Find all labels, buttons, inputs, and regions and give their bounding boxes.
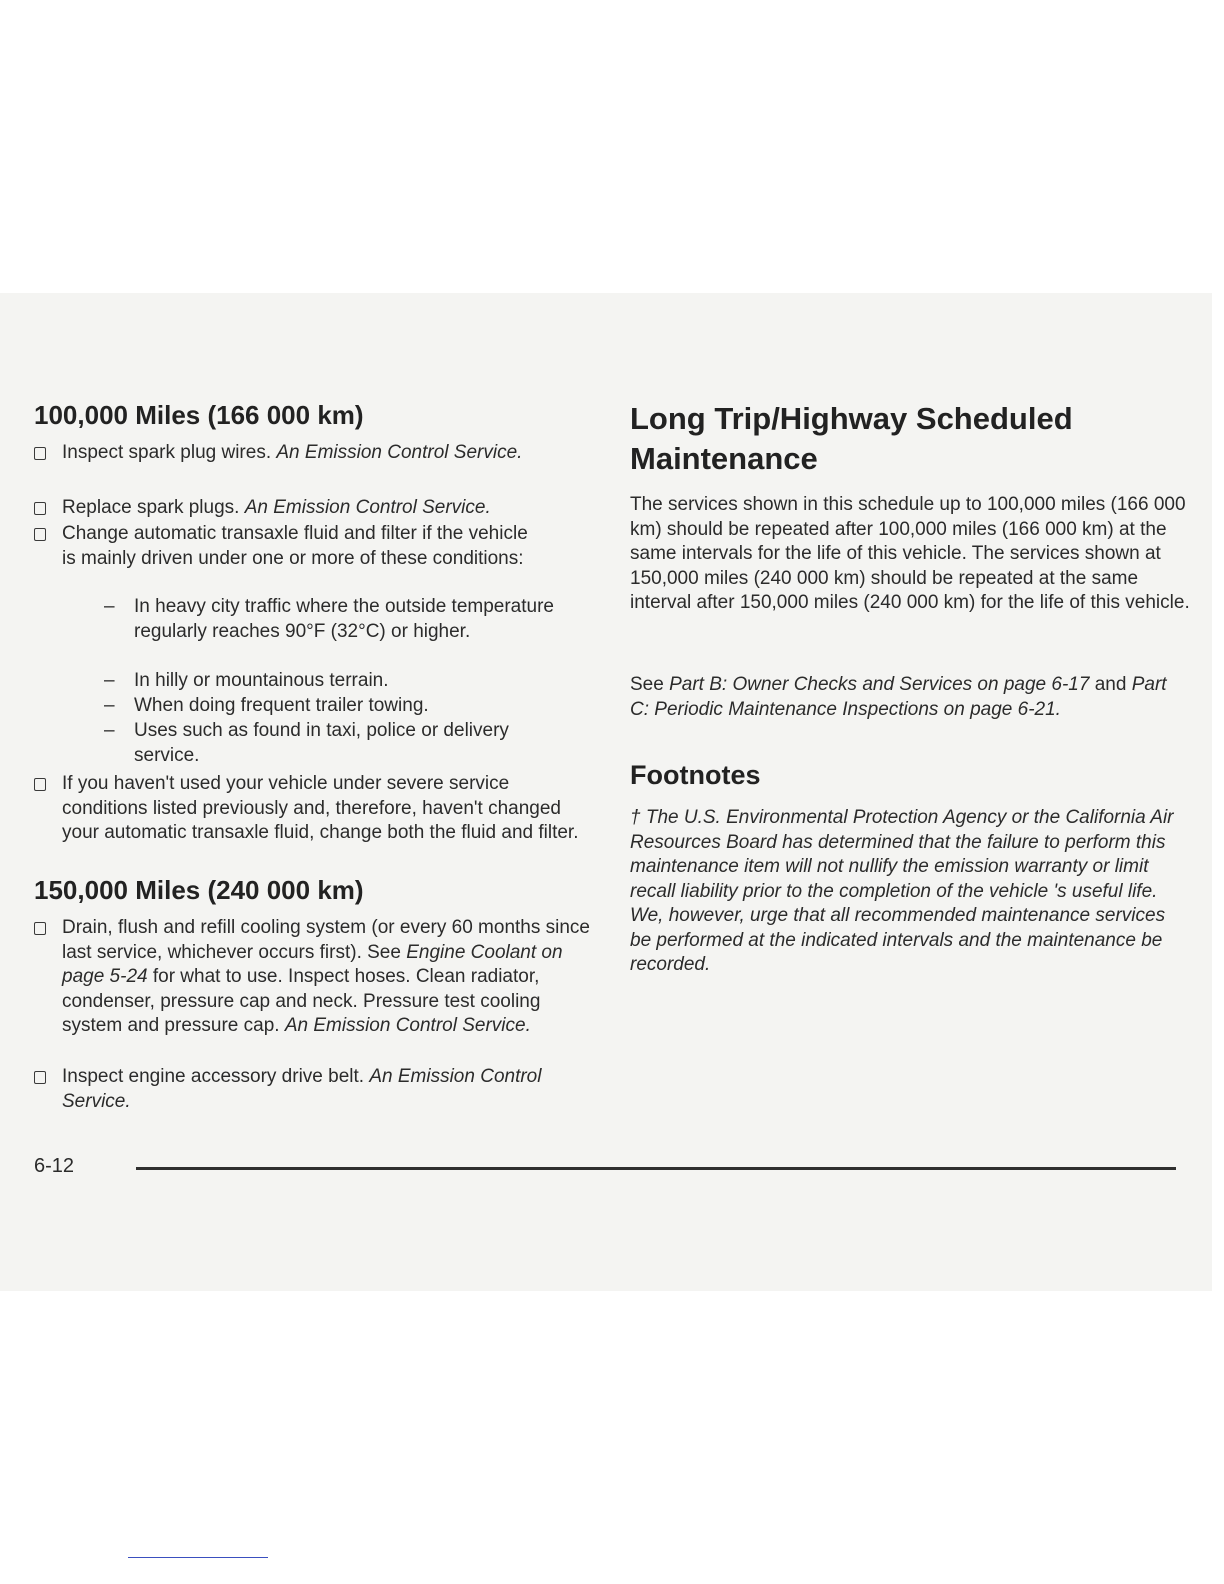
checkbox-icon bbox=[34, 922, 46, 935]
footnotes-heading: Footnotes bbox=[630, 760, 761, 790]
checkbox-icon bbox=[34, 778, 46, 791]
bottom-link-underline bbox=[128, 1557, 268, 1558]
section-heading-100000: 100,000 Miles (166 000 km) bbox=[34, 400, 364, 430]
checklist-item: If you haven't used your vehicle under severe service conditions listed previously and, therefore, haven't changed your automatic transaxle fluid, change both the fluid and filter. bbox=[34, 772, 594, 846]
checklist-item: Inspect spark plug wires. An Emission Control Service. bbox=[34, 441, 594, 466]
long-trip-heading: Long Trip/Highway Scheduled Maintenance bbox=[630, 401, 1073, 476]
condition-item: – In heavy city traffic where the outside temperature regularly reaches 90°F (32°C) or higher. bbox=[104, 596, 554, 642]
checkbox-icon bbox=[34, 528, 46, 541]
manual-page bbox=[0, 293, 1212, 1291]
checklist-item: Inspect engine accessory drive belt. An Emission Control Service. bbox=[34, 1065, 594, 1114]
see-references: See Part B: Owner Checks and Services on page 6-17 and Part C: Periodic Maintenance Inspections on page 6-21. bbox=[630, 674, 1167, 720]
condition-item: – When doing frequent trailer towing. bbox=[104, 695, 429, 716]
checkbox-icon bbox=[34, 447, 46, 460]
condition-item: – Uses such as found in taxi, police or delivery service. bbox=[104, 720, 509, 766]
footer-rule bbox=[136, 1167, 1176, 1170]
page-number: 6-12 bbox=[34, 1155, 75, 1177]
checklist-item: Change automatic transaxle fluid and filter if the vehicle is mainly driven under one or more of these conditions: bbox=[34, 522, 594, 571]
checklist-item: Drain, flush and refill cooling system (or every 60 months since last service, whichever occurs first). See Engine Coolant on page 5-24 for what to use. Inspect hoses. Clean radiator, condenser, pressure cap and neck. Pressure test cooling system and pressure cap. An Emission Control Service. bbox=[34, 916, 594, 1039]
checkbox-icon bbox=[34, 502, 46, 515]
schedule-paragraph: The services shown in this schedule up to 100,000 miles (166 000 km) should be repeated after 100,000 miles (166 000 km) at the same intervals for the life of this vehicle. The services shown at 150,000 miles (240 000 km) should be repeated at the same interval after 150,000 miles (240 000 km) for the life of this vehicle. bbox=[630, 494, 1190, 613]
condition-item: – In hilly or mountainous terrain. bbox=[104, 670, 389, 691]
checklist-item: Replace spark plugs. An Emission Control Service. bbox=[34, 496, 594, 521]
footnote-text: † The U.S. Environmental Protection Agency or the California Air Resources Board has determined that the failure to perform this maintenance item will not nullify the emission warranty or limit recall liability prior to the completion of the vehicle 's useful life. We, however, urge that all recommended maintenance services be performed at the indicated intervals and the maintenance be recorded. bbox=[630, 807, 1174, 975]
checkbox-icon bbox=[34, 1071, 46, 1084]
section-heading-150000: 150,000 Miles (240 000 km) bbox=[34, 875, 364, 905]
